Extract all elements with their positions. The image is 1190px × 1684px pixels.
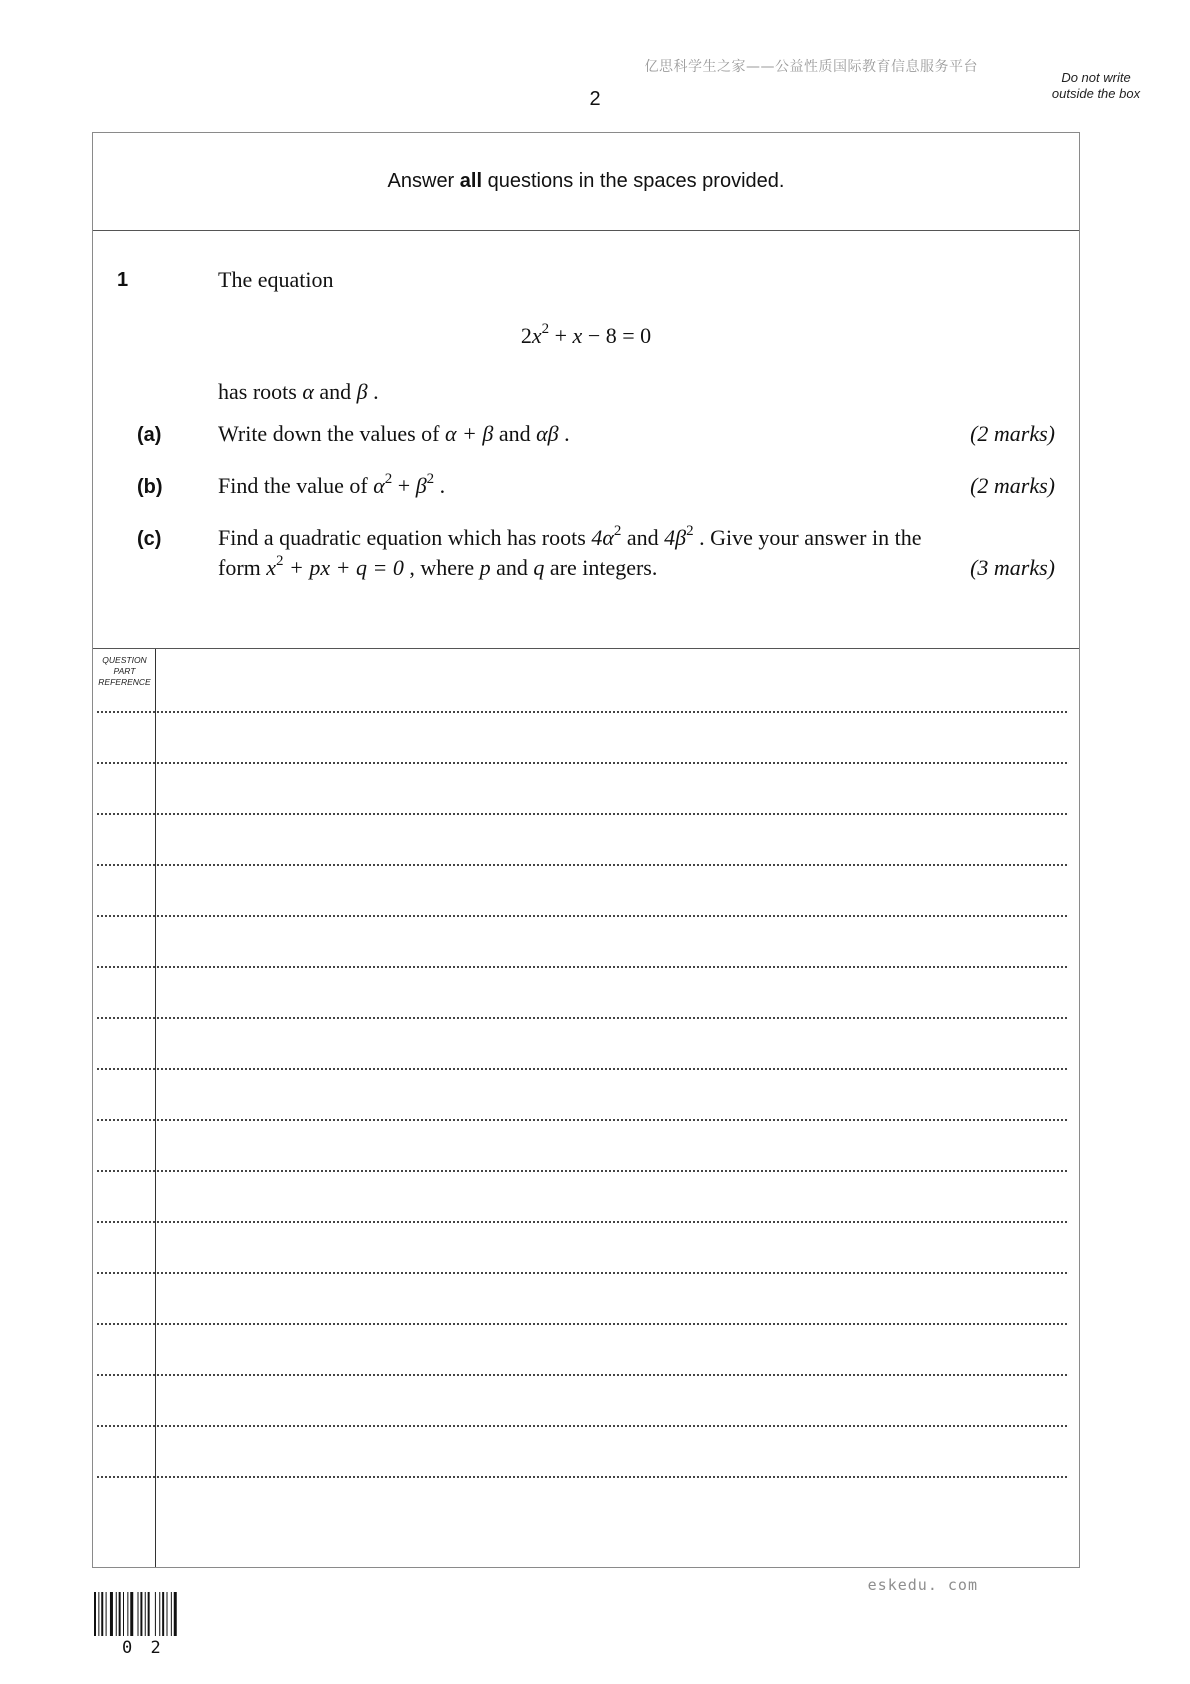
eq-tail: − 8 = 0	[582, 323, 652, 348]
answer-line[interactable]	[97, 711, 1067, 713]
exam-box	[92, 132, 1080, 1568]
answer-line[interactable]	[97, 1170, 1067, 1172]
answer-line[interactable]	[97, 1068, 1067, 1070]
part-c-sup1: 2	[613, 522, 622, 539]
footer-watermark: eskedu. com	[867, 1576, 978, 1594]
question-stem: The equation	[218, 267, 334, 292]
question-roots	[218, 379, 379, 405]
part-a-e1: α + β	[445, 421, 494, 446]
instructions-prefix: Answer	[387, 170, 460, 192]
eq-var: x	[531, 323, 542, 348]
barcode-icon	[94, 1592, 194, 1640]
instructions-suffix: questions in the spaces provided.	[482, 170, 785, 192]
part-c-t3: form	[218, 555, 267, 580]
part-a-text	[218, 419, 1063, 449]
ref-label: QUESTION PART REFERENCE	[98, 655, 151, 687]
answer-line[interactable]	[97, 1425, 1067, 1427]
answer-line[interactable]	[97, 1374, 1067, 1376]
part-c-t1: Find a quadratic equation which has roots	[218, 525, 592, 550]
part-c-r1: 4α	[591, 525, 614, 550]
question-part-reference-column[interactable]	[93, 649, 156, 1567]
part-a-t3: .	[558, 421, 570, 446]
roots-end: .	[367, 379, 379, 404]
part-b-sup1: 2	[384, 470, 393, 487]
answer-area[interactable]	[93, 649, 1079, 1567]
part-b-a: α	[373, 473, 385, 498]
part-c-sup2: 2	[686, 522, 694, 539]
part-a-t2: and	[493, 421, 537, 446]
part-c-t5: are integers.	[544, 555, 658, 580]
instructions	[93, 133, 1079, 231]
part-c-q: q	[533, 555, 545, 580]
margin-note: Do not write outside the box	[1051, 70, 1141, 101]
part-c-p: p	[479, 555, 491, 580]
part-c-line2	[218, 553, 1063, 583]
eq-var2: x	[572, 323, 583, 348]
roots-alpha: α	[302, 379, 314, 404]
answer-line[interactable]	[97, 915, 1067, 917]
part-b-marks: (2 marks)	[970, 473, 1055, 498]
part-c-r2: 4β	[664, 525, 687, 550]
part-c-and: and	[621, 525, 665, 550]
barcode-number: 0 2	[122, 1638, 165, 1658]
part-a-label: (a)	[137, 424, 162, 446]
part-b-plus: +	[392, 473, 416, 498]
part-c-x: x	[266, 555, 277, 580]
eq-coef: 2	[520, 323, 532, 348]
answer-line[interactable]	[97, 762, 1067, 764]
header-watermark: 亿思科学生之家——公益性质国际教育信息服务平台	[644, 59, 978, 75]
part-b-sup2: 2	[426, 470, 435, 487]
roots-prefix: has roots	[218, 379, 303, 404]
part-c-line1	[218, 523, 1063, 553]
part-a-e2: αβ	[536, 421, 559, 446]
part-c-label: (c)	[137, 528, 162, 550]
part-c-text	[218, 523, 1063, 583]
part-b-text	[218, 471, 1063, 501]
part-c-t4: , where	[403, 555, 480, 580]
answer-line[interactable]	[97, 1323, 1067, 1325]
answer-line[interactable]	[97, 813, 1067, 815]
answer-line[interactable]	[97, 1476, 1067, 1478]
part-c-sup3: 2	[276, 552, 284, 569]
answer-line[interactable]	[97, 1272, 1067, 1274]
part-c-and2: and	[490, 555, 534, 580]
answer-line[interactable]	[97, 966, 1067, 968]
part-b-t2: .	[434, 473, 446, 498]
page-number: 2	[589, 88, 601, 110]
part-a-t1: Write down the values of	[218, 421, 445, 446]
roots-beta: β	[356, 379, 368, 404]
part-c-form-rest: + px + q = 0	[283, 555, 404, 580]
answer-line[interactable]	[97, 1017, 1067, 1019]
question-equation	[93, 320, 1079, 349]
eq-exp: 2	[541, 320, 550, 337]
eq-plus: +	[549, 323, 573, 348]
answer-line[interactable]	[97, 1221, 1067, 1223]
answer-line[interactable]	[97, 1119, 1067, 1121]
part-c-marks: (3 marks)	[970, 555, 1055, 580]
part-b-b: β	[415, 473, 427, 498]
part-c-t2: . Give your answer in the	[693, 525, 922, 550]
question-number: 1	[117, 269, 129, 291]
part-b-t1: Find the value of	[218, 473, 374, 498]
instructions-bold: all	[459, 170, 483, 192]
roots-and: and	[313, 379, 357, 404]
answer-line[interactable]	[97, 864, 1067, 866]
part-b-label: (b)	[137, 476, 163, 498]
question-1	[93, 231, 1079, 649]
part-a-marks: (2 marks)	[970, 421, 1055, 446]
